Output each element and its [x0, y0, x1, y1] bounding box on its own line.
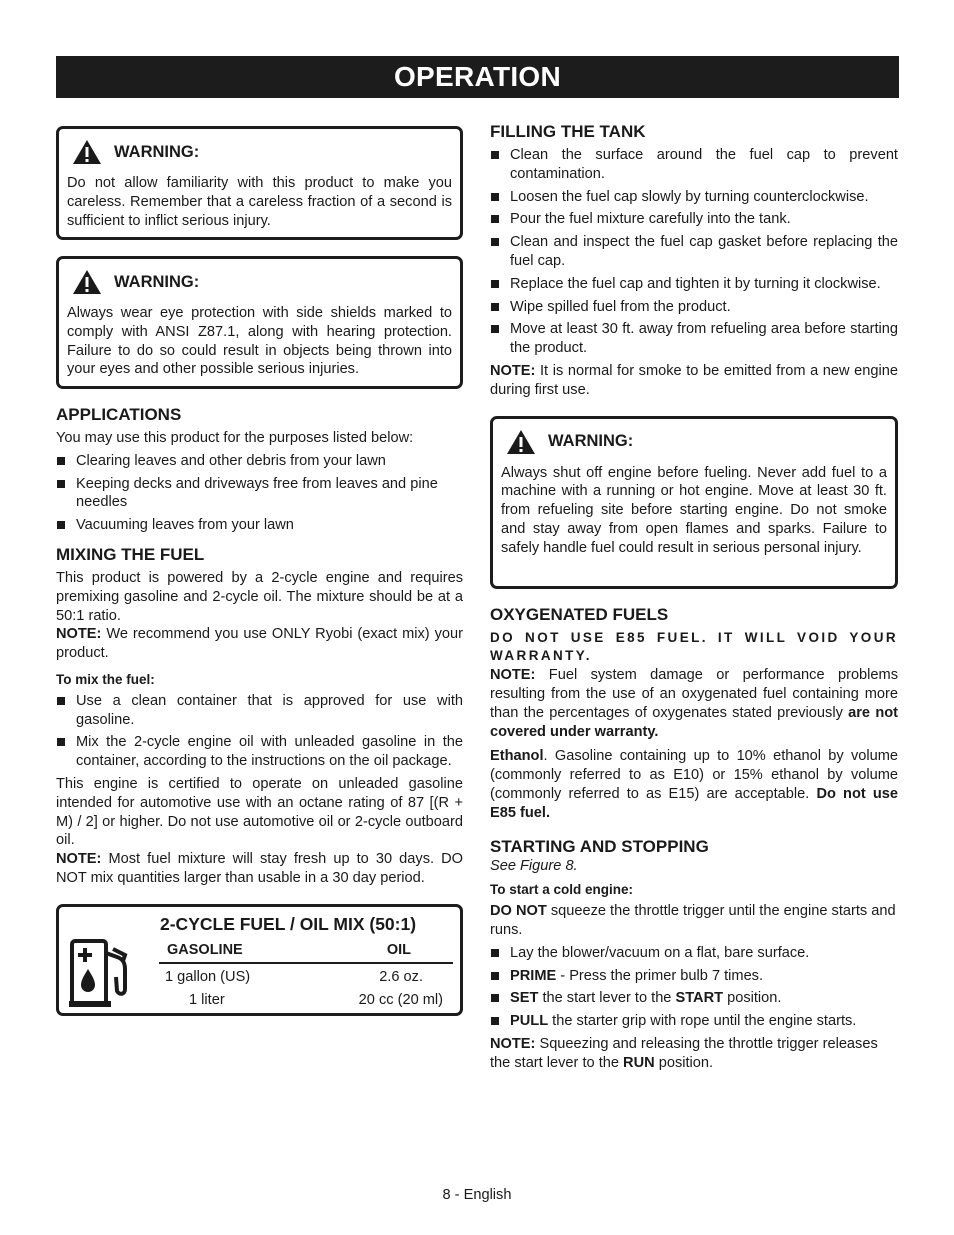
- list-item: Pour the fuel mixture carefully into the tank.: [490, 210, 898, 229]
- mixing-paragraph: This product is powered by a 2-cycle engine and requires premixing gasoline and 2-cycle oil. The mixture should be at a 50:1 ratio.: [56, 569, 463, 624]
- list-item: Clearing leaves and other debris from your lawn: [56, 452, 463, 471]
- warning-triangle-icon: [506, 429, 536, 455]
- warning-box-eye-protection: [56, 256, 463, 389]
- throttle-note: NOTE: Squeezing and releasing the throttle trigger releases the start lever to the RUN position.: [490, 1035, 878, 1071]
- mixing-list: [56, 692, 463, 771]
- warning-title: WARNING:: [548, 432, 634, 451]
- cold-start-intro: DO NOT squeeze the throttle trigger until the engine starts and runs.: [490, 903, 896, 938]
- warning-title: WARNING:: [114, 142, 200, 161]
- list-item: Move at least 30 ft. away from refueling area before starting the product.: [490, 320, 898, 358]
- cold-start-subheading: To start a cold engine:: [490, 882, 634, 898]
- ethanol-paragraph: Ethanol. Gasoline containing up to 10% ethanol by volume (commonly referred to as E10) or 15% ethanol by volume (commonly referred to as E15) are acceptable. Do not use E85 fuel.: [490, 748, 898, 821]
- starting-list: [490, 944, 898, 1031]
- page-banner: OPERATION: [56, 56, 899, 98]
- column-header-oil: OIL: [386, 941, 411, 958]
- oxygenated-heading: OXYGENATED FUELS: [490, 604, 669, 624]
- applications-heading: APPLICATIONS: [56, 405, 182, 424]
- table-row: [159, 987, 453, 1011]
- gasoline-cell: 1 liter: [189, 992, 225, 1009]
- list-item: Loosen the fuel cap slowly by turning counterclockwise.: [490, 188, 898, 207]
- warning-text: Always shut off engine before fueling. Never add fuel to a machine with a running or hot engine. Move at least 30 ft. from refueling site before starting engine. Do not smoke and stay away from open flames and sparks. Failure to safely handle fuel could result in serious personal injury.: [501, 464, 887, 556]
- list-item: Mix the 2-cycle engine oil with unleaded gasoline in the container, according to the instructions on the oil package.: [56, 733, 463, 771]
- fuel-mix-table-box: [56, 904, 463, 1016]
- e85-warning: DO NOT USE E85 FUEL. IT WILL VOID YOUR WARRANTY.: [490, 629, 898, 664]
- column-header-gasoline: GASOLINE: [167, 941, 243, 958]
- gasoline-cell: 1 gallon (US): [165, 968, 251, 985]
- left-column: [56, 126, 463, 1016]
- filling-heading: FILLING THE TANK: [490, 122, 646, 141]
- list-item: Vacuuming leaves from your lawn: [56, 516, 463, 535]
- oil-cell: 20 cc (20 ml): [358, 992, 443, 1009]
- mix-subheading: To mix the fuel:: [56, 671, 155, 687]
- list-item: Lay the blower/vacuum on a flat, bare surface.: [490, 944, 898, 963]
- octane-paragraph: This engine is certified to operate on unleaded gasoline intended for automotive use with an octane rating of 87 [(R + M) / 2] or higher. Do not use automotive oil or 2-cycle outboard oil.: [56, 775, 463, 849]
- oil-cell: 2.6 oz.: [379, 968, 423, 985]
- list-item: Keeping decks and driveways free from leaves and pine needles: [56, 475, 463, 513]
- warning-triangle-icon: [72, 269, 102, 295]
- list-item: Wipe spilled fuel from the product.: [490, 298, 898, 317]
- fuel-pump-icon: [69, 939, 131, 1009]
- fuel-table-title: 2-CYCLE FUEL / OIL MIX (50:1): [160, 913, 417, 934]
- warning-triangle-icon: [72, 139, 102, 165]
- fuel-table-header: [159, 941, 453, 964]
- warning-text: Always wear eye protection with side shields marked to comply with ANSI Z87.1, along with hearing protection. Failure to do so could result in objects being thrown into your eyes and other possible serious injuries.: [67, 305, 452, 378]
- list-item: Clean and inspect the fuel cap gasket before replacing the fuel cap.: [490, 233, 898, 271]
- warning-title: WARNING:: [114, 272, 200, 291]
- page-footer: 8 - English: [442, 1187, 512, 1203]
- applications-intro: You may use this product for the purposes listed below:: [56, 430, 414, 446]
- warning-text: Do not allow familiarity with this product to make you careless. Remember that a careless fraction of a second is sufficient to inflict serious injury.: [67, 175, 452, 229]
- freshness-note: NOTE: Most fuel mixture will stay fresh up to 30 days. DO NOT mix quantities larger than usable in a 30 day period.: [56, 851, 463, 886]
- starting-heading: STARTING AND STOPPING: [490, 836, 709, 856]
- list-item: Clean the surface around the fuel cap to prevent contamination.: [490, 146, 898, 184]
- list-item: Replace the fuel cap and tighten it by turning it clockwise.: [490, 275, 898, 294]
- table-row: [159, 964, 453, 988]
- applications-list: [56, 452, 463, 535]
- list-item: SET the start lever to the START position.: [490, 989, 898, 1008]
- right-column: [490, 122, 898, 1077]
- fuel-table: [159, 941, 453, 1011]
- warning-box-fueling: [490, 416, 898, 589]
- list-item: Use a clean container that is approved for use with gasoline.: [56, 692, 463, 730]
- list-item: PULL the starter grip with rope until the engine starts.: [490, 1012, 898, 1031]
- figure-reference: See Figure 8.: [490, 857, 578, 874]
- mixing-note: NOTE: We recommend you use ONLY Ryobi (exact mix) your product.: [56, 626, 463, 662]
- warning-box-familiarity: [56, 126, 463, 240]
- filling-list: [490, 146, 898, 358]
- oxygenated-note: NOTE: Fuel system damage or performance problems resulting from the use of an oxygenated fuel containing more than the percentages of oxygenates stated previously are not covered under warranty.: [490, 667, 899, 740]
- mixing-heading: MIXING THE FUEL: [56, 544, 205, 564]
- list-item: PRIME - Press the primer bulb 7 times.: [490, 967, 898, 986]
- smoke-note: NOTE: It is normal for smoke to be emitted from a new engine during first use.: [490, 362, 898, 398]
